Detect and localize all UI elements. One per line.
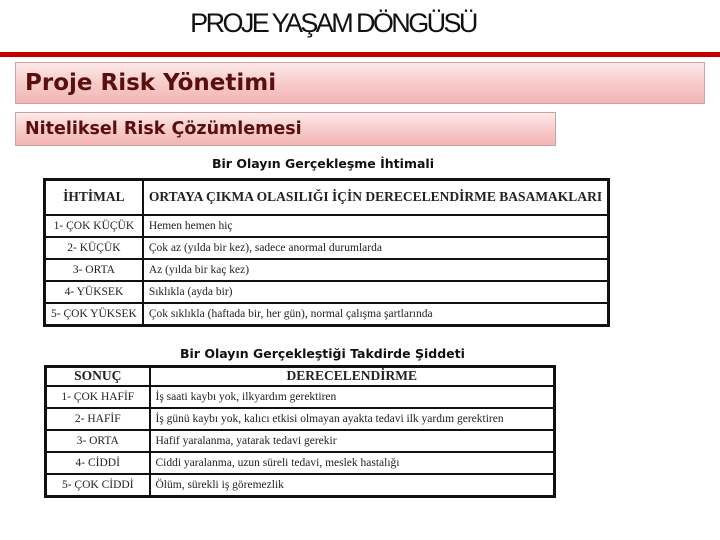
probability-table xyxy=(43,178,610,327)
table-row xyxy=(45,281,609,303)
level-cell: 4- CİDDİ xyxy=(46,452,150,474)
level-cell: 1- ÇOK KÜÇÜK xyxy=(45,215,143,237)
column-header: SONUÇ xyxy=(46,367,150,387)
title-underline xyxy=(0,52,720,57)
table-header-row xyxy=(46,367,555,387)
level-cell: 1- ÇOK HAFİF xyxy=(46,386,150,408)
table-row xyxy=(46,408,555,430)
description-cell: Çok sıklıkla (haftada bir, her gün), normal çalışma şartlarında xyxy=(143,303,609,326)
probability-caption: Bir Olayın Gerçekleşme İhtimali xyxy=(212,156,434,171)
level-cell: 3- ORTA xyxy=(45,259,143,281)
table-row xyxy=(45,259,609,281)
description-cell: Hemen hemen hiç xyxy=(143,215,609,237)
column-header: DERECELENDİRME xyxy=(150,367,555,387)
description-cell: Az (yılda bir kaç kez) xyxy=(143,259,609,281)
column-header: İHTİMAL xyxy=(45,180,143,216)
table-row xyxy=(46,474,555,497)
table-row xyxy=(46,386,555,408)
subsection-banner: Niteliksel Risk Çözümlemesi xyxy=(15,112,556,146)
table-row xyxy=(46,452,555,474)
level-cell: 2- HAFİF xyxy=(46,408,150,430)
level-cell: 2- KÜÇÜK xyxy=(45,237,143,259)
slide-title: PROJE YAŞAM DÖNGÜSÜ xyxy=(190,8,476,38)
level-cell: 4- YÜKSEK xyxy=(45,281,143,303)
table-header-row xyxy=(45,180,609,216)
severity-caption: Bir Olayın Gerçekleştiği Takdirde Şiddeti xyxy=(180,346,465,361)
table-row xyxy=(45,303,609,326)
level-cell: 5- ÇOK CİDDİ xyxy=(46,474,150,497)
description-cell: İş saati kaybı yok, ilkyardım gerektiren xyxy=(150,386,555,408)
severity-table xyxy=(44,365,556,498)
table-row xyxy=(46,430,555,452)
description-cell: Sıklıkla (ayda bir) xyxy=(143,281,609,303)
table-row xyxy=(45,215,609,237)
level-cell: 5- ÇOK YÜKSEK xyxy=(45,303,143,326)
column-header: ORTAYA ÇIKMA OLASILIĞI İÇİN DERECELENDİRME BASAMAKLARI xyxy=(143,180,609,216)
description-cell: Hafif yaralanma, yatarak tedavi gerekir xyxy=(150,430,555,452)
description-cell: Ölüm, sürekli iş göremezlik xyxy=(150,474,555,497)
description-cell: İş günü kaybı yok, kalıcı etkisi olmayan ayakta tedavi ilk yardım gerektiren xyxy=(150,408,555,430)
description-cell: Ciddi yaralanma, uzun süreli tedavi, meslek hastalığı xyxy=(150,452,555,474)
level-cell: 3- ORTA xyxy=(46,430,150,452)
section-banner: Proje Risk Yönetimi xyxy=(15,62,705,104)
description-cell: Çok az (yılda bir kez), sadece anormal durumlarda xyxy=(143,237,609,259)
table-row xyxy=(45,237,609,259)
